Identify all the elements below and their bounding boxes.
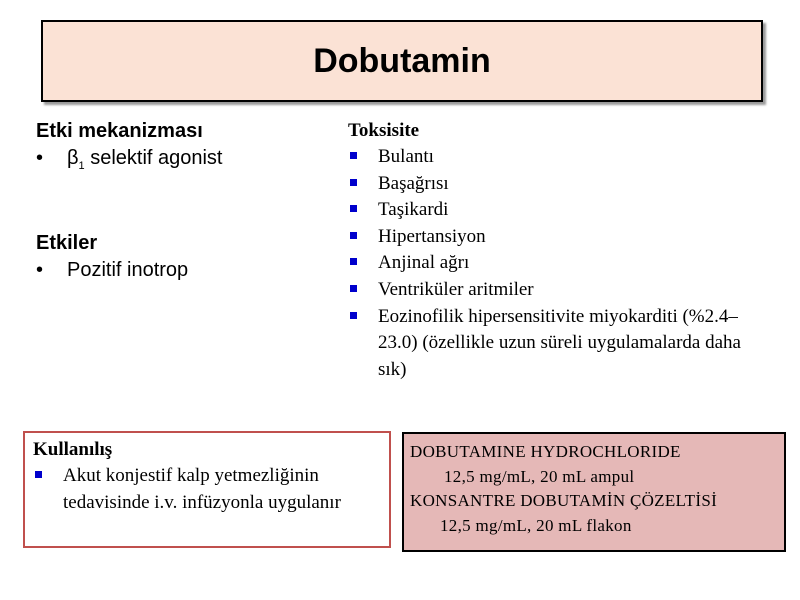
usage-list: [33, 463, 381, 516]
list-item: Bulantı: [348, 144, 748, 171]
slide-title: Dobutamin: [313, 41, 491, 80]
beta-subscript: 1: [78, 160, 85, 172]
product-name-1: DOBUTAMINE HYDROCHLORIDE: [410, 442, 681, 461]
product-dose-1: 12,5 mg/mL, 20 mL ampul: [444, 466, 635, 486]
beta-symbol: β: [67, 147, 79, 169]
list-item: Hipertansiyon: [348, 224, 748, 251]
mechanism-heading: Etki mekanizması: [36, 120, 203, 142]
square-bullet-icon: [350, 152, 357, 159]
product-box: [402, 432, 786, 552]
square-bullet-icon: [350, 258, 357, 265]
list-item: Eozinofilik hipersensitivite miyokarditi (%2.4–23.0) (özellikle uzun süreli uygulamalarda daha sık): [348, 304, 748, 384]
square-bullet-icon: [350, 312, 357, 319]
square-bullet-icon: [350, 285, 357, 292]
list-item: Başağrısı: [348, 171, 748, 198]
square-bullet-icon: [350, 232, 357, 239]
effects-item-text: Pozitif inotrop: [67, 259, 189, 281]
mechanism-item-text: selektif agonist: [84, 147, 223, 169]
usage-box: [23, 431, 391, 548]
effects-item: [36, 256, 326, 284]
product-name-2: KONSANTRE DOBUTAMİN ÇÖZELTİSİ: [410, 491, 718, 510]
toxicity-list: [348, 144, 748, 383]
list-item: Akut konjestif kalp yetmezliğinin tedavisinde i.v. infüzyonla uygulanır: [33, 463, 381, 516]
toxicity-heading: Toksisite: [348, 120, 420, 141]
square-bullet-icon: [350, 179, 357, 186]
square-bullet-icon: [350, 205, 357, 212]
product-dose-2: 12,5 mg/mL, 20 mL flakon: [440, 515, 632, 535]
title-box: [41, 20, 763, 102]
effects-heading: Etkiler: [36, 232, 98, 254]
bullet-dot-icon: •: [36, 259, 44, 281]
left-column: [36, 118, 326, 284]
list-item: Anjinal ağrı: [348, 250, 748, 277]
list-item: Ventriküler aritmiler: [348, 277, 748, 304]
mechanism-item: [36, 144, 326, 180]
usage-heading: Kullanılış: [33, 439, 113, 460]
toxicity-column: [348, 117, 748, 383]
list-item: Taşikardi: [348, 197, 748, 224]
square-bullet-icon: [35, 471, 42, 478]
bullet-dot-icon: •: [36, 147, 44, 169]
